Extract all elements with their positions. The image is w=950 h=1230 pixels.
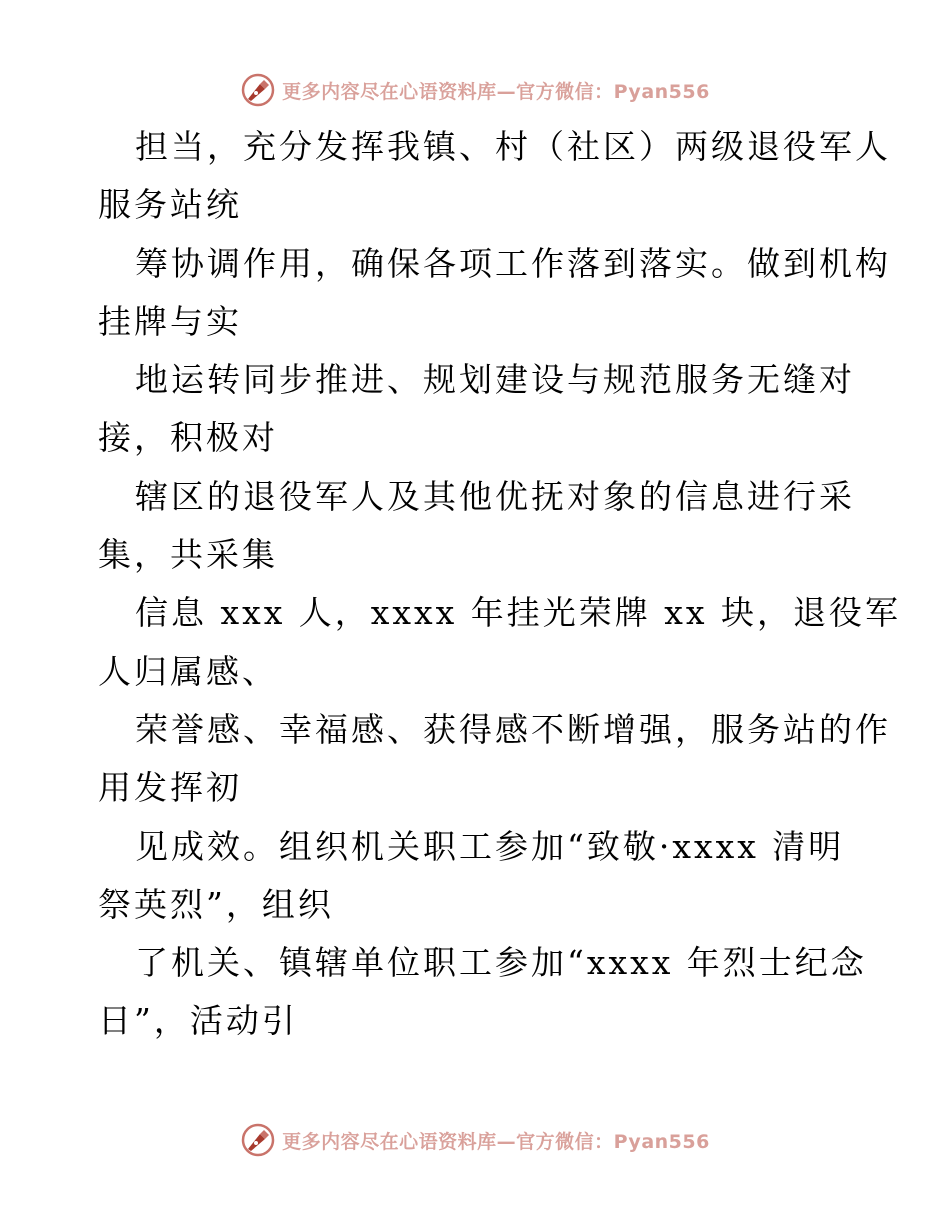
- footer-banner: [0, 1120, 950, 1160]
- document-body: [98, 118, 901, 1051]
- text-line: 担当，充分发挥我镇、村（社区）两级退役军人: [135, 127, 891, 166]
- text-line: 地运转同步推进、规划建设与规范服务无缝对: [135, 360, 855, 400]
- pen-nib-logo-icon: [240, 72, 276, 108]
- text-line: 辖区的退役军人及其他优抚对象的信息进行采: [135, 476, 855, 516]
- text-line: 祭英烈”，组织: [98, 884, 334, 924]
- text-line: 接，积极对: [98, 418, 278, 458]
- header-banner-text: 更多内容尽在心语资料库—官方微信：Pyan556: [282, 80, 710, 103]
- text-line: 服务站统: [98, 185, 242, 225]
- footer-banner-text: 更多内容尽在心语资料库—官方微信：Pyan556: [282, 1130, 710, 1153]
- text-line: 筹协调作用，确保各项工作落到落实。做到机构: [135, 243, 891, 283]
- text-line: 用发挥初: [98, 768, 242, 808]
- text-line: 见成效。组织机关职工参加“致敬·xxxx 清明: [135, 826, 845, 866]
- text-line: 了机关、镇辖单位职工参加“xxxx 年烈士纪念: [135, 943, 867, 983]
- text-line: 荣誉感、幸福感、获得感不断增强，服务站的作: [135, 709, 891, 749]
- text-line: 人归属感、: [98, 651, 278, 691]
- text-line: 挂牌与实: [98, 301, 242, 341]
- pen-nib-logo-icon: [240, 1122, 276, 1158]
- header-banner: [0, 70, 950, 110]
- text-line: 信息 xxx 人，xxxx 年挂光荣牌 xx 块，退役军: [135, 593, 901, 633]
- text-line: 日”，活动引: [98, 1001, 298, 1041]
- text-line: 集，共采集: [98, 535, 278, 575]
